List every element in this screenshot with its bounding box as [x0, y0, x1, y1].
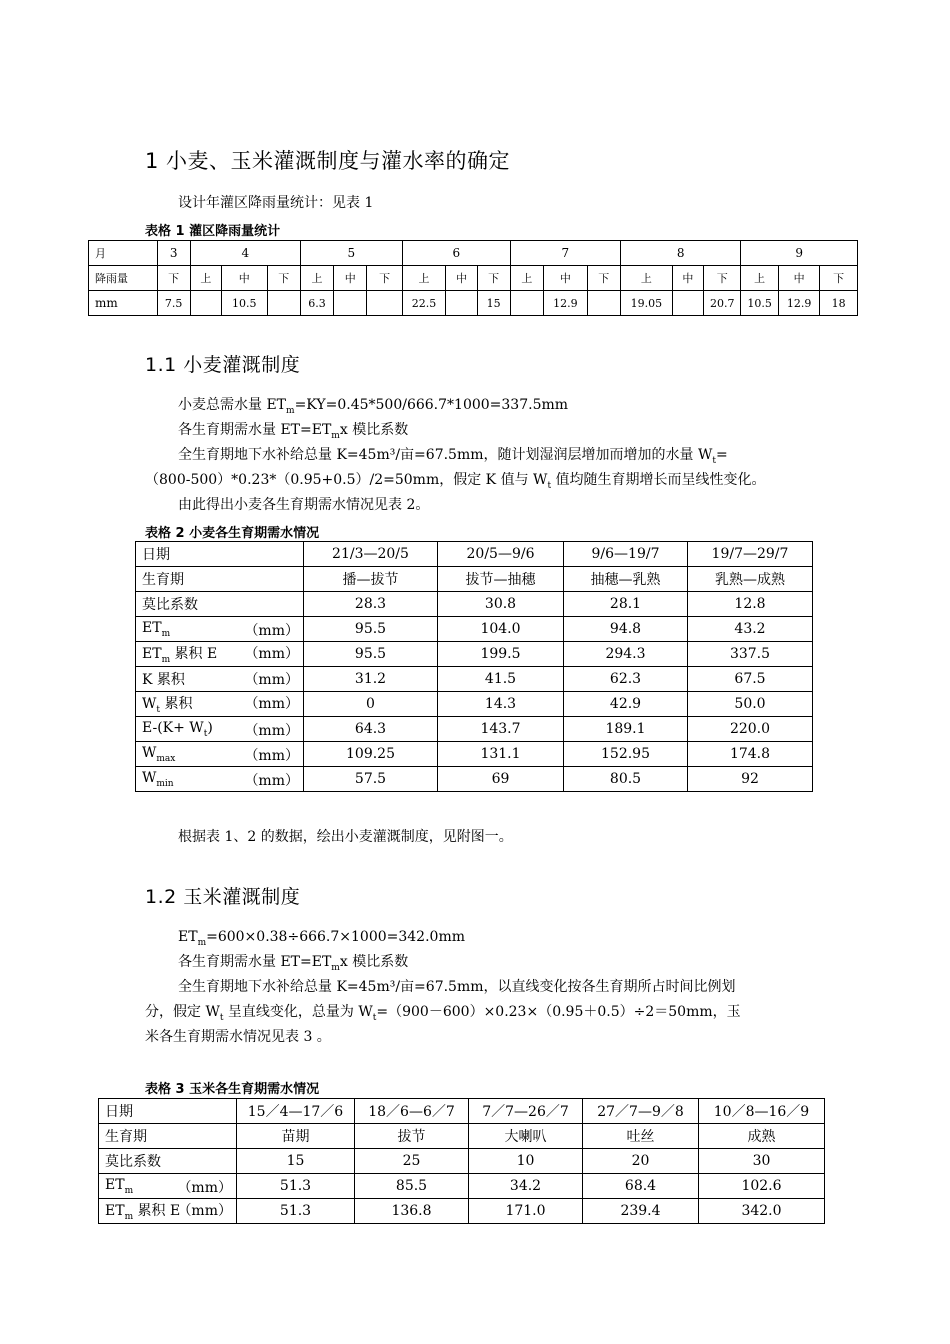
rain-value: [672, 291, 703, 316]
period-cell: 上: [190, 266, 221, 291]
table-row: [99, 1149, 825, 1174]
rain-value: [510, 291, 543, 316]
period-cell: 下: [367, 266, 402, 291]
table-row: [136, 767, 813, 792]
row-label: $ET_m$ 累积 E （mm）: [136, 642, 304, 667]
rain-value: 12.9: [778, 291, 820, 316]
table-row: [136, 717, 813, 742]
month-cell: 3: [157, 241, 190, 266]
row-label: $ET_m$ 累积 E （mm）: [99, 1199, 237, 1224]
rain-value: 6.3: [300, 291, 333, 316]
row-label: $W_t$ 累积 （mm）: [136, 692, 304, 717]
table-row: [136, 642, 813, 667]
row-label: $W_{min}$ （mm）: [136, 767, 304, 792]
period-cell: 下: [477, 266, 510, 291]
table-cell: 28.1: [564, 592, 688, 617]
table-cell: 67.5: [688, 667, 813, 692]
rain-value: 20.7: [704, 291, 741, 316]
table-cell: 0: [304, 692, 438, 717]
corn-table: [98, 1098, 825, 1224]
table-cell: 9/6—19/7: [564, 542, 688, 567]
month-header: 月: [89, 241, 158, 266]
table-cell: 95.5: [304, 617, 438, 642]
table-cell: 播—拔节: [304, 567, 438, 592]
table-cell: 27／7—9／8: [583, 1099, 699, 1124]
wheat-after-text: 根据表 1、2 的数据，绘出小麦灌溉制度，见附图一。: [178, 829, 513, 845]
rainfall-value-row: [89, 291, 858, 316]
table-cell: 拔节: [355, 1124, 469, 1149]
corn-line-4: 分，假定 $W_t$ 呈直线变化，总量为 $W_t=(900-600)\times 0.23\times(0.95+0.5)\div 2=50mm$，玉: [145, 1004, 741, 1023]
row-label: $E-(K+ W_t)$ （mm）: [136, 717, 304, 742]
month-cell: 5: [300, 241, 402, 266]
table-cell: 43.2: [688, 617, 813, 642]
row-label: 日期: [99, 1099, 237, 1124]
rain-value: [446, 291, 477, 316]
rain-value: 22.5: [402, 291, 446, 316]
wheat-line-1: 小麦总需水量 $ET_m=KY=0.45*500/666.7*1000=337.5mm$: [178, 397, 569, 416]
table-cell: 337.5: [688, 642, 813, 667]
month-cell: 7: [510, 241, 620, 266]
table-row: [99, 1199, 825, 1224]
table1-caption: 表格 1 灌区降雨量统计: [145, 224, 281, 239]
table-cell: 80.5: [564, 767, 688, 792]
table-cell: 199.5: [438, 642, 564, 667]
table-row: [99, 1174, 825, 1199]
table-row: [136, 667, 813, 692]
rain-value: [267, 291, 300, 316]
rain-value: 18: [820, 291, 858, 316]
period-cell: 下: [704, 266, 741, 291]
period-cell: 中: [672, 266, 703, 291]
corn-line-1: $ET_m=600\times 0.38\div 666.7\times 1000=342.0mm$: [178, 929, 465, 948]
table-cell: 109.25: [304, 742, 438, 767]
corn-title: 1.2 玉米灌溉制度: [145, 886, 301, 908]
table-cell: 104.0: [438, 617, 564, 642]
rain-value: [587, 291, 620, 316]
table-row: [136, 592, 813, 617]
wheat-line-3: 全生育期地下水补给总量 K=45m³/亩=67.5mm，随计划湿润层增加而增加的水量 $W_t=$: [178, 447, 728, 466]
unit-header: mm: [89, 291, 158, 316]
table-cell: 51.3: [237, 1174, 355, 1199]
table-cell: 94.8: [564, 617, 688, 642]
table-cell: 64.3: [304, 717, 438, 742]
table-row: [136, 542, 813, 567]
rain-header: 降雨量: [89, 266, 158, 291]
rain-value: [367, 291, 402, 316]
table-row: [136, 742, 813, 767]
rain-value: 7.5: [157, 291, 190, 316]
corn-line-5: 米各生育期需水情况见表 3 。: [145, 1029, 331, 1045]
table-cell: 50.0: [688, 692, 813, 717]
table-cell: 174.8: [688, 742, 813, 767]
table-cell: 294.3: [564, 642, 688, 667]
rain-value: 15: [477, 291, 510, 316]
row-label: $ET_m$ （mm）: [136, 617, 304, 642]
table-cell: 41.5: [438, 667, 564, 692]
period-cell: 中: [334, 266, 367, 291]
table-row: [99, 1099, 825, 1124]
table-cell: 51.3: [237, 1199, 355, 1224]
table-cell: 12.8: [688, 592, 813, 617]
table-cell: 10: [469, 1149, 583, 1174]
table-cell: 136.8: [355, 1199, 469, 1224]
wheat-table: [135, 541, 813, 792]
rain-value: 12.9: [544, 291, 588, 316]
table-cell: 30: [699, 1149, 825, 1174]
table-cell: 乳熟—成熟: [688, 567, 813, 592]
table-cell: 25: [355, 1149, 469, 1174]
section-title: 1 小麦、玉米灌溉制度与灌水率的确定: [145, 149, 511, 173]
rainfall-period-row: [89, 266, 858, 291]
period-cell: 下: [157, 266, 190, 291]
table-cell: 吐丝: [583, 1124, 699, 1149]
table-cell: 30.8: [438, 592, 564, 617]
table-row: [99, 1124, 825, 1149]
table-cell: 15／4—17／6: [237, 1099, 355, 1124]
table-cell: 7／7—26／7: [469, 1099, 583, 1124]
table-cell: 57.5: [304, 767, 438, 792]
rainfall-table: [88, 240, 858, 316]
table-cell: 拔节—抽穗: [438, 567, 564, 592]
corn-line-2: 各生育期需水量 $ET=ET_mx$ 模比系数: [178, 954, 409, 973]
rain-value: [190, 291, 221, 316]
table-cell: 62.3: [564, 667, 688, 692]
rain-value: 19.05: [620, 291, 672, 316]
rain-value: 10.5: [221, 291, 267, 316]
row-label: $ET_m$ （mm）: [99, 1174, 237, 1199]
period-cell: 中: [446, 266, 477, 291]
table-cell: 34.2: [469, 1174, 583, 1199]
table-cell: 18／6—6／7: [355, 1099, 469, 1124]
table-cell: 28.3: [304, 592, 438, 617]
period-cell: 上: [300, 266, 333, 291]
table-cell: 21/3—20/5: [304, 542, 438, 567]
period-cell: 中: [544, 266, 588, 291]
table-cell: 68.4: [583, 1174, 699, 1199]
table-cell: 31.2: [304, 667, 438, 692]
table-row: [136, 692, 813, 717]
period-cell: 中: [221, 266, 267, 291]
row-label: 日期: [136, 542, 304, 567]
period-cell: 下: [820, 266, 858, 291]
row-label: $W_{max}$ （mm）: [136, 742, 304, 767]
table3-caption: 表格 3 玉米各生育期需水情况: [145, 1082, 320, 1097]
period-cell: 上: [402, 266, 446, 291]
intro-text: 设计年灌区降雨量统计：见表 1: [178, 195, 374, 211]
table-cell: 10／8—16／9: [699, 1099, 825, 1124]
table-cell: 152.95: [564, 742, 688, 767]
wheat-title: 1.1 小麦灌溉制度: [145, 354, 301, 376]
table-cell: 220.0: [688, 717, 813, 742]
rainfall-month-row: [89, 241, 858, 266]
rain-value: [334, 291, 367, 316]
table-cell: 15: [237, 1149, 355, 1174]
table-cell: 189.1: [564, 717, 688, 742]
table-cell: 19/7—29/7: [688, 542, 813, 567]
row-label: K 累积 （mm）: [136, 667, 304, 692]
table-cell: 14.3: [438, 692, 564, 717]
month-cell: 8: [620, 241, 741, 266]
table-cell: 大喇叭: [469, 1124, 583, 1149]
table-cell: 20: [583, 1149, 699, 1174]
wheat-line-2: 各生育期需水量 $ET=ET_mx$ 模比系数: [178, 422, 409, 441]
period-cell: 下: [267, 266, 300, 291]
wheat-line-5: 由此得出小麦各生育期需水情况见表 2。: [178, 497, 430, 513]
table-cell: 成熟: [699, 1124, 825, 1149]
table-cell: 102.6: [699, 1174, 825, 1199]
table-cell: 42.9: [564, 692, 688, 717]
wheat-line-4: （800-500）*0.23*（0.95+0.5）/2=50mm，假定 K 值与 $W_t$ 值均随生育期增长而呈线性变化。: [145, 472, 766, 491]
table-cell: 95.5: [304, 642, 438, 667]
table-cell: 苗期: [237, 1124, 355, 1149]
month-cell: 9: [741, 241, 858, 266]
row-label: 生育期: [136, 567, 304, 592]
rain-value: 10.5: [741, 291, 778, 316]
period-cell: 中: [778, 266, 820, 291]
table2-caption: 表格 2 小麦各生育期需水情况: [145, 526, 320, 541]
table-cell: 20/5—9/6: [438, 542, 564, 567]
table-cell: 143.7: [438, 717, 564, 742]
table-cell: 239.4: [583, 1199, 699, 1224]
row-label: 莫比系数: [99, 1149, 237, 1174]
month-cell: 6: [402, 241, 510, 266]
table-cell: 85.5: [355, 1174, 469, 1199]
corn-line-3: 全生育期地下水补给总量 K=45m³/亩=67.5mm，以直线变化按各生育期所占时间比例划: [178, 979, 736, 995]
table-row: [136, 567, 813, 592]
table-cell: 342.0: [699, 1199, 825, 1224]
table-cell: 69: [438, 767, 564, 792]
row-label: 生育期: [99, 1124, 237, 1149]
table-row: [136, 617, 813, 642]
period-cell: 上: [741, 266, 778, 291]
table-cell: 131.1: [438, 742, 564, 767]
month-cell: 4: [190, 241, 300, 266]
period-cell: 上: [510, 266, 543, 291]
period-cell: 上: [620, 266, 672, 291]
table-cell: 抽穗—乳熟: [564, 567, 688, 592]
period-cell: 下: [587, 266, 620, 291]
table-cell: 171.0: [469, 1199, 583, 1224]
table-cell: 92: [688, 767, 813, 792]
row-label: 莫比系数: [136, 592, 304, 617]
